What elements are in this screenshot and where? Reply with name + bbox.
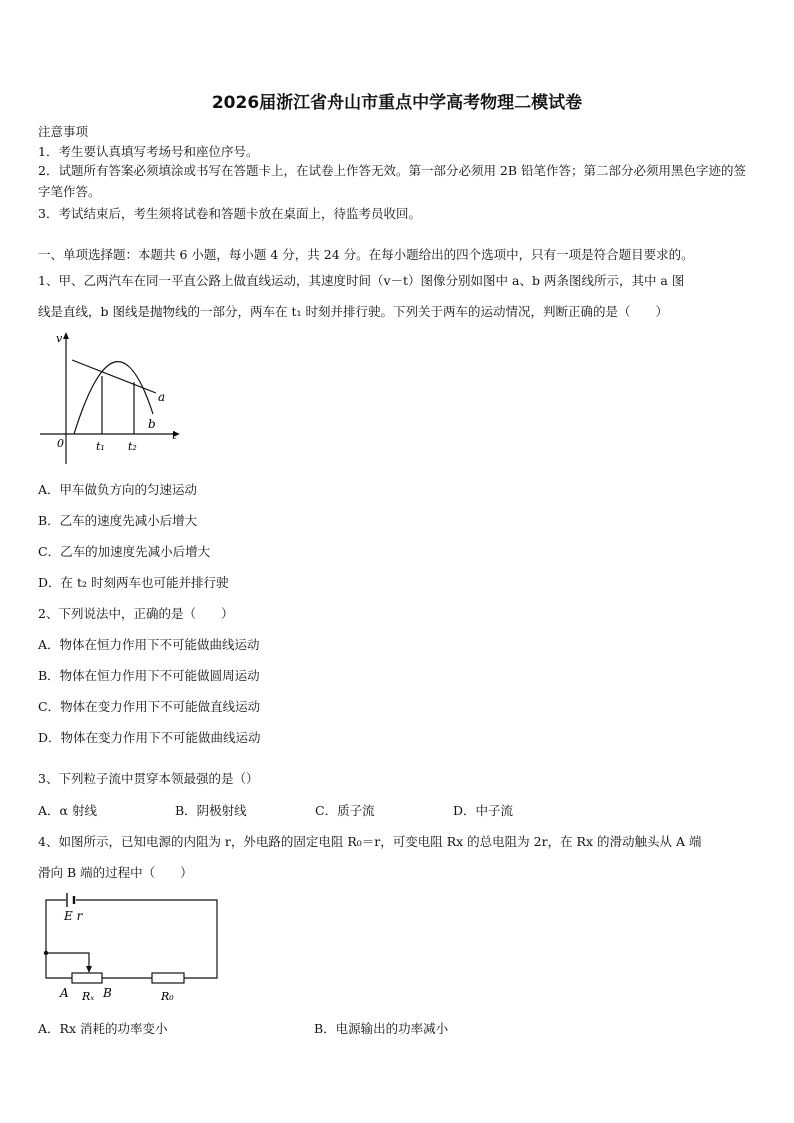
option: A．α 射线 <box>38 803 97 818</box>
v-axis-arrow <box>63 332 69 339</box>
vt-graph <box>38 330 188 470</box>
curve-b <box>74 362 153 434</box>
circuit-diagram <box>38 890 228 1010</box>
v-axis-label: v <box>56 332 63 345</box>
question-1-stem: 1、甲、乙两汽车在同一平直公路上做直线运动，其速度时间（v－t）图像分别如图中 a、b 两条图线所示，其中 a 图 <box>38 273 685 288</box>
option: B．物体在恒力作用下不可能做圆周运动 <box>38 668 260 683</box>
slider-wire <box>46 953 89 971</box>
origin-label: 0 <box>57 437 64 450</box>
curve-b-label: b <box>148 417 156 431</box>
notice-heading: 注意事项 <box>38 124 89 139</box>
notice-item: 3．考试结束后，考生须将试卷和答题卡放在桌面上，待监考员收回。 <box>38 206 421 221</box>
option: B．电源输出的功率减小 <box>314 1021 449 1036</box>
wire-right <box>76 900 217 978</box>
resistor-r0 <box>152 973 184 983</box>
r0-label: R₀ <box>161 990 174 1003</box>
section-heading: 一、单项选择题：本题共 6 小题，每小题 4 分，共 24 分。在每小题给出的四个选项中，只有一项是符合题目要求的。 <box>38 247 694 262</box>
question-1-stem: 线是直线，b 图线是抛物线的一部分，两车在 t₁ 时刻并排行驶。下列关于两车的运动情况，判断正确的是（ ） <box>38 304 668 319</box>
notice-item: 1．考生要认真填写考场号和座位序号。 <box>38 144 259 159</box>
option: D．物体在变力作用下不可能做曲线运动 <box>38 730 261 745</box>
slider-arrow <box>86 966 92 973</box>
option: A．甲车做负方向的匀速运动 <box>38 482 198 497</box>
option: A．Rx 消耗的功率变小 <box>38 1021 168 1036</box>
question-3-options <box>38 801 513 819</box>
rx-label: Rₓ <box>82 990 95 1003</box>
option: C．质子流 <box>315 803 375 818</box>
line-a-label: a <box>158 390 166 404</box>
option: C．乙车的加速度先减小后增大 <box>38 544 211 559</box>
option: C．物体在变力作用下不可能做直线运动 <box>38 699 261 714</box>
resistor-rx <box>72 973 102 983</box>
source-label: E r <box>64 909 83 923</box>
option: B．乙车的速度先减小后增大 <box>38 513 198 528</box>
notice-item: 2．试题所有答案必须填涂或书写在答题卡上，在试卷上作答无效。第一部分必须用 2B 铅笔作答；第二部分必须用黑色字迹的签字笔作答。 <box>38 163 747 199</box>
question-4-stem: 4、如图所示，已知电源的内阻为 r，外电路的固定电阻 R₀＝r，可变电阻 Rx 的总电阻为 2r，在 Rx 的滑动触头从 A 端 <box>38 834 702 849</box>
terminal-b-label: B <box>103 986 112 1000</box>
question-3-stem: 3、下列粒子流中贯穿本领最强的是（） <box>38 771 259 786</box>
question-4-stem: 滑向 B 端的过程中（ ） <box>38 865 193 880</box>
t1-label: t₁ <box>96 440 105 453</box>
page-title: 2026届浙江省舟山市重点中学高考物理二模试卷 <box>211 93 583 113</box>
terminal-a-label: A <box>60 986 69 1000</box>
option: D．在 t₂ 时刻两车也可能并排行驶 <box>38 575 229 590</box>
question-4-options <box>38 1019 448 1037</box>
t-axis-label: t <box>172 429 177 442</box>
option: D．中子流 <box>453 803 514 818</box>
option: B．阴极射线 <box>175 803 247 818</box>
junction-dot <box>44 951 48 955</box>
question-2-stem: 2、下列说法中，正确的是（ ） <box>38 606 234 621</box>
option: A．物体在恒力作用下不可能做曲线运动 <box>38 637 260 652</box>
t2-label: t₂ <box>128 440 137 453</box>
